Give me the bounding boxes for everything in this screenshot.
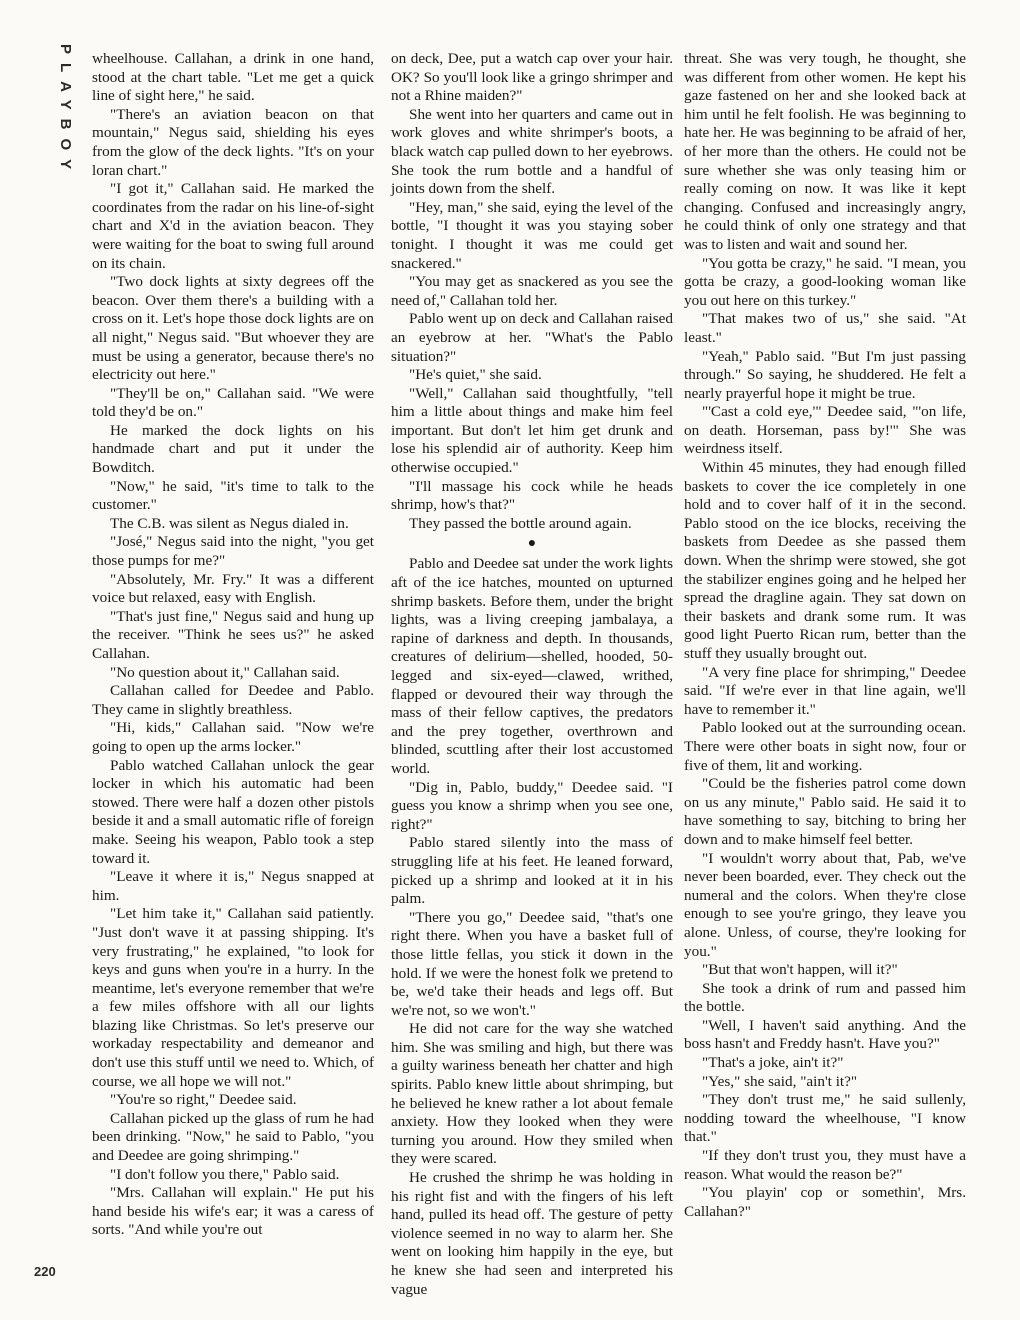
paragraph: "You're so right," Deedee said. [110,1091,297,1109]
paragraph: "I wouldn't worry about that, Pab, we've never been boarded, ever. They check out the numeral and the colors. When they're close enough to see you're gringo, they leave you alone. Unless, of course, they're looking for you." [684,849,966,960]
column-2 [391,50,673,1299]
paragraph: on deck, Dee, put a watch cap over your hair. OK? So you'll look like a gringo shrimper and not a Rhine maiden?" [391,50,673,105]
paragraph: "They'll be on," Callahan said. "We were told they'd be on." [92,384,374,421]
paragraph: "That's just fine," Negus said and hung up the receiver. "Think he sees us?" he asked Callahan. [92,607,374,662]
paragraph: He crushed the shrimp he was holding in his right fist and with the fingers of his left hand, pulled its head off. The gesture of petty violence seemed in no way to alarm her. She went on looking him happily in the eye, but he knew she had seen and interpreted his vague [391,1169,673,1298]
paragraph: "But that won't happen, will it?" [702,961,898,979]
paragraph: "A very fine place for shrimping," Deedee said. "If we're ever in that line again, we'll have to remember it." [684,663,966,718]
paragraph: "Now," he said, "it's time to talk to the customer." [92,477,374,514]
paragraph: wheelhouse. Callahan, a drink in one hand, stood at the chart table. "Let me get a quick line of sight here," he said. [92,50,374,105]
paragraph: Pablo went up on deck and Callahan raised an eyebrow at her. "What's the Pablo situation?" [391,310,673,365]
paragraph: "Absolutely, Mr. Fry." It was a different voice but relaxed, easy with English. [92,570,374,607]
paragraph: Pablo watched Callahan unlock the gear locker in which his automatic had been stowed. There were half a dozen other pistols beside it and a small automatic rifle of foreign make. Seeing his weapon, Pablo took a step toward it. [92,756,374,867]
paragraph: They passed the bottle around again. [409,514,632,532]
paragraph: He marked the dock lights on his handmade chart and put it under the Bowditch. [92,421,374,477]
paragraph: She went into her quarters and came out in work gloves and white shrimper's boots, a black watch cap pulled down to her eyebrows. She took the rum bottle and a handful of joints down from the shelf. [391,105,673,198]
paragraph: He did not care for the way she watched him. She was smiling and high, but there was a guilty wariness beneath her chatter and high spirits. Pablo knew little about shrimping, but he believed he knew rather a lot about female anxiety. How they looked when they were turning you around. How they smiled when they were scared. [391,1020,673,1168]
column-3 [684,50,966,1221]
paragraph: "Hi, kids," Callahan said. "Now we're going to open up the arms locker." [92,719,374,755]
paragraph: "Well, I haven't said anything. And the boss hasn't and Freddy hasn't. Have you?" [684,1016,966,1053]
page-number: 220 [34,1264,56,1279]
paragraph: Pablo looked out at the surrounding ocean. There were other boats in sight now, four or five of them, lit and working. [684,719,966,774]
paragraph: "You gotta be crazy," he said. "I mean, you gotta be crazy, a good-looking woman like you out here on this turkey." [684,254,966,309]
paragraph: She took a drink of rum and passed him the bottle. [684,979,966,1016]
paragraph: "I got it," Callahan said. He marked the coordinates from the radar on his line-of-sight chart and X'd in the aviation beacon. They were waiting for the boat to swing full around on its chain. [92,180,374,272]
paragraph: Callahan picked up the glass of rum he had been drinking. "Now," he said to Pablo, "you and Deedee are going shrimping." [92,1109,374,1165]
paragraph: "I'll massage his cock while he heads shrimp, how's that?" [391,477,673,514]
paragraph: "Two dock lights at sixty degrees off the beacon. Over them there's a building with a cross on it. Let's hope those dock lights are on all night," Negus said. "But whoever they are must be using a generator, because there's no electricity out here." [92,273,374,384]
paragraph: "Leave it where it is," Negus snapped at him. [92,868,374,904]
paragraph: threat. She was very tough, he thought, she was different from other women. He kept his gaze fastened on her and she looked back at him until he felt foolish. He was beginning to hate her. He was beginning to be afraid of her, of her more than the others. He could not be sure whether she was only teasing him or really coming on now. It was like it kept changing. Confused and increasingly angry, he could think of only one strategy and that was to listen and wait and sound her. [684,50,966,253]
column-1 [92,50,374,1240]
paragraph: "No question about it," Callahan said. [110,663,340,681]
paragraph: "I don't follow you there," Pablo said. [110,1165,340,1183]
paragraph: "He's quiet," she said. [409,366,542,384]
paragraph: "'Cast a cold eye,'" Deedee said, "'on life, on death. Horseman, pass by!'" She was weirdness itself. [684,403,966,458]
paragraph: Callahan called for Deedee and Pablo. They came in slightly breathless. [92,682,374,718]
magazine-masthead: PLAYBOY [57,44,74,179]
paragraph: Within 45 minutes, they had enough filled baskets to cover the ice completely in one hold and to cover half of it in the second. Pablo stood on the ice blocks, receiving the baskets from Deedee as she passed them down. When the shrimp were stowed, she got the stabilizer engines going and he helped her spread the dragline again. They sat down on their baskets and drank some rum. It was good light Puerto Rican rum, better than the stuff they usually brought out. [684,459,966,662]
paragraph: "Dig in, Pablo, buddy," Deedee said. "I guess you know a shrimp when you see one, right?" [391,778,673,833]
paragraph: "You playin' cop or somethin', Mrs. Callahan?" [684,1184,966,1220]
paragraph: "José," Negus said into the night, "you get those pumps for me?" [92,533,374,570]
paragraph: "If they don't trust you, they must have a reason. What would the reason be?" [684,1147,966,1183]
paragraph: "Well," Callahan said thoughtfully, "tell him a little about things and make him feel important. But don't let him get drunk and lose his splendid air of authority. Keep him otherwise occupied." [391,384,673,477]
paragraph: "They don't trust me," he said sullenly, nodding toward the wheelhouse, "I know that." [684,1091,966,1146]
paragraph: "There you go," Deedee said, "that's one right there. When you have a basket full of those little fellas, you stick it down in the hold. If we were the honest folk we pretend to be, we'd take their heads and legs off. But we're not, so we won't." [391,908,673,1019]
section-break-dot: ● [527,536,537,552]
paragraph: "Yeah," Pablo said. "But I'm just passing through." So saying, he shuddered. He felt a nearly prayerful hope it might be true. [684,347,966,402]
paragraph: Pablo and Deedee sat under the work lights aft of the ice hatches, mounted on upturned shrimp baskets. Before them, under the bright lights, was a living creeping jambalaya, a rapine of darkness and depth. In thousands, creatures of delirium—shelled, hooded, 50-legged and six-eyed—clawed, writhed, flapped or devoured their way through the mass of their fellow captives, the predators and the prey together, overthrown and blinded, scuttling after their lost accustomed world. [391,555,673,777]
paragraph: "You may get as snackered as you see the need of," Callahan told her. [391,273,673,309]
paragraph: "That makes two of us," she said. "At least." [684,310,966,346]
paragraph: "That's a joke, ain't it?" [702,1054,844,1072]
paragraph: "Mrs. Callahan will explain." He put his hand beside his wife's ear; it was a caress of sorts. "And while you're out [92,1184,374,1239]
paragraph: The C.B. was silent as Negus dialed in. [110,514,349,532]
paragraph: Pablo stared silently into the mass of struggling life at his feet. He leaned forward, picked up a shrimp and looked at it in his palm. [391,834,673,908]
paragraph: "Let him take it," Callahan said patiently. "Just don't wave it at passing shipping. It's very frustrating," he explained, "to look for keys and guns when you're in a hurry. In the meantime, let's everyone remember that we're a few miles offshore with all our lights blazing like Christmas. So let's preserve our workaday respectability and demeanor and don't use this stuff until we need to. Which, of course, we all hope we will not." [92,905,374,1090]
paragraph: "Hey, man," she said, eying the level of the bottle, "I thought it was you staying sober tonight. I thought it was me could get snackered." [391,198,673,272]
paragraph: "Yes," she said, "ain't it?" [702,1072,858,1090]
paragraph: "Could be the fisheries patrol come down on us any minute," Pablo said. He said it to have something to say, bitching to bring her down and to make himself feel better. [684,775,966,848]
paragraph: "There's an aviation beacon on that mountain," Negus said, shielding his eyes from the glow of the deck lights. "It's on your loran chart." [92,105,374,179]
